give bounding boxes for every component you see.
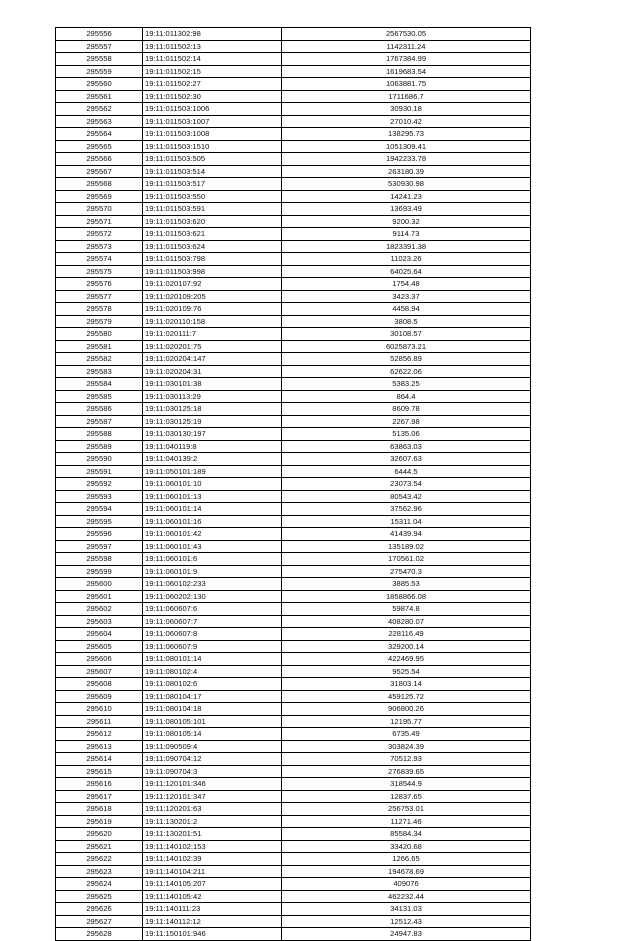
table-row [56, 65, 531, 78]
row-number-cell: 295583 [56, 365, 143, 378]
row-number-cell: 295561 [56, 90, 143, 103]
table-row [56, 840, 531, 853]
value-cell: 13693.49 [282, 203, 531, 216]
table-row [56, 390, 531, 403]
row-number-cell: 295604 [56, 628, 143, 641]
table-row [56, 728, 531, 741]
cadastral-number-cell: 19:11:030125:18 [143, 403, 282, 416]
row-number-cell: 295562 [56, 103, 143, 116]
value-cell: 1142311.24 [282, 40, 531, 53]
cadastral-number-cell: 19:11:080102:6 [143, 678, 282, 691]
table-row [56, 753, 531, 766]
cadastral-number-cell: 19:11:140112:12 [143, 915, 282, 928]
value-cell: 228116.49 [282, 628, 531, 641]
row-number-cell: 295610 [56, 703, 143, 716]
row-number-cell: 295557 [56, 40, 143, 53]
row-number-cell: 295619 [56, 815, 143, 828]
table-row [56, 528, 531, 541]
value-cell: 409076 [282, 878, 531, 891]
value-cell: 33420.68 [282, 840, 531, 853]
row-number-cell: 295560 [56, 78, 143, 91]
row-number-cell: 295584 [56, 378, 143, 391]
cadastral-number-cell: 19:11:011502:13 [143, 40, 282, 53]
value-cell: 1823391.38 [282, 240, 531, 253]
row-number-cell: 295582 [56, 353, 143, 366]
table-body [56, 28, 531, 941]
table-row [56, 453, 531, 466]
table-row [56, 115, 531, 128]
row-number-cell: 295587 [56, 415, 143, 428]
table-row [56, 228, 531, 241]
cadastral-number-cell: 19:11:080101:14 [143, 653, 282, 666]
table-row [56, 853, 531, 866]
value-cell: 906800.26 [282, 703, 531, 716]
table-row [56, 378, 531, 391]
table-row [56, 303, 531, 316]
table-row [56, 678, 531, 691]
row-number-cell: 295598 [56, 553, 143, 566]
row-number-cell: 295574 [56, 253, 143, 266]
row-number-cell: 295606 [56, 653, 143, 666]
cadastral-number-cell: 19:11:120101:346 [143, 778, 282, 791]
table-row [56, 565, 531, 578]
value-cell: 12512.43 [282, 915, 531, 928]
cadastral-number-cell: 19:11:140104:211 [143, 865, 282, 878]
cadastral-number-cell: 19:11:140102:153 [143, 840, 282, 853]
row-number-cell: 295588 [56, 428, 143, 441]
value-cell: 303824.39 [282, 740, 531, 753]
table-row [56, 603, 531, 616]
table-row [56, 78, 531, 91]
row-number-cell: 295591 [56, 465, 143, 478]
value-cell: 1767384.99 [282, 53, 531, 66]
value-cell: 32607.63 [282, 453, 531, 466]
value-cell: 23073.54 [282, 478, 531, 491]
value-cell: 1858866.08 [282, 590, 531, 603]
table-row [56, 890, 531, 903]
row-number-cell: 295618 [56, 803, 143, 816]
cadastral-number-cell: 19:11:030125:19 [143, 415, 282, 428]
cadastral-number-cell: 19:11:080105:101 [143, 715, 282, 728]
table-row [56, 703, 531, 716]
value-cell: 6025873.21 [282, 340, 531, 353]
value-cell: 63863.03 [282, 440, 531, 453]
value-cell: 1266.65 [282, 853, 531, 866]
row-number-cell: 295564 [56, 128, 143, 141]
row-number-cell: 295569 [56, 190, 143, 203]
row-number-cell: 295567 [56, 165, 143, 178]
table-row [56, 928, 531, 941]
value-cell: 1711686.7 [282, 90, 531, 103]
cadastral-number-cell: 19:11:030101:38 [143, 378, 282, 391]
value-cell: 1754.48 [282, 278, 531, 291]
value-cell: 462232.44 [282, 890, 531, 903]
value-cell: 5135.06 [282, 428, 531, 441]
table-row [56, 590, 531, 603]
table-row [56, 365, 531, 378]
cadastral-number-cell: 19:11:011503:1006 [143, 103, 282, 116]
value-cell: 37562.96 [282, 503, 531, 516]
table-row [56, 503, 531, 516]
cadastral-number-cell: 19:11:020201:75 [143, 340, 282, 353]
value-cell: 62622.06 [282, 365, 531, 378]
cadastral-number-cell: 19:11:080104:17 [143, 690, 282, 703]
value-cell: 9200.32 [282, 215, 531, 228]
value-cell: 9525.54 [282, 665, 531, 678]
cadastral-value-table [55, 27, 531, 941]
cadastral-number-cell: 19:11:011503:517 [143, 178, 282, 191]
value-cell: 256753.01 [282, 803, 531, 816]
cadastral-number-cell: 19:11:011502:14 [143, 53, 282, 66]
cadastral-number-cell: 19:11:060607:6 [143, 603, 282, 616]
cadastral-number-cell: 19:11:140102:39 [143, 853, 282, 866]
value-cell: 80543.42 [282, 490, 531, 503]
cadastral-number-cell: 19:11:060101:9 [143, 565, 282, 578]
row-number-cell: 295623 [56, 865, 143, 878]
table-row [56, 915, 531, 928]
row-number-cell: 295625 [56, 890, 143, 903]
value-cell: 3423.37 [282, 290, 531, 303]
row-number-cell: 295603 [56, 615, 143, 628]
cadastral-number-cell: 19:11:011503:1008 [143, 128, 282, 141]
row-number-cell: 295578 [56, 303, 143, 316]
table-row [56, 178, 531, 191]
value-cell: 329200.14 [282, 640, 531, 653]
cadastral-number-cell: 19:11:120201:63 [143, 803, 282, 816]
table-row [56, 540, 531, 553]
cadastral-number-cell: 19:11:020109:76 [143, 303, 282, 316]
cadastral-number-cell: 19:11:130201:51 [143, 828, 282, 841]
cadastral-number-cell: 19:11:060202:130 [143, 590, 282, 603]
row-number-cell: 295577 [56, 290, 143, 303]
value-cell: 422469.95 [282, 653, 531, 666]
table-row [56, 165, 531, 178]
table-row [56, 403, 531, 416]
value-cell: 3808.5 [282, 315, 531, 328]
cadastral-number-cell: 19:11:060607:7 [143, 615, 282, 628]
table-row [56, 640, 531, 653]
table-row [56, 353, 531, 366]
table-row [56, 153, 531, 166]
cadastral-number-cell: 19:11:011503:798 [143, 253, 282, 266]
row-number-cell: 295570 [56, 203, 143, 216]
table-row [56, 878, 531, 891]
table-row [56, 90, 531, 103]
table-row [56, 340, 531, 353]
value-cell: 2267.98 [282, 415, 531, 428]
table-row [56, 28, 531, 41]
cadastral-number-cell: 19:11:011502:15 [143, 65, 282, 78]
table-row [56, 415, 531, 428]
cadastral-number-cell: 19:11:011503:505 [143, 153, 282, 166]
table-row [56, 478, 531, 491]
value-cell: 459125.72 [282, 690, 531, 703]
cadastral-number-cell: 19:11:090704:3 [143, 765, 282, 778]
row-number-cell: 295592 [56, 478, 143, 491]
cadastral-number-cell: 19:11:020204:31 [143, 365, 282, 378]
cadastral-number-cell: 19:11:011302:98 [143, 28, 282, 41]
cadastral-number-cell: 19:11:040119:8 [143, 440, 282, 453]
row-number-cell: 295616 [56, 778, 143, 791]
value-cell: 30108.57 [282, 328, 531, 341]
cadastral-number-cell: 19:11:090509:4 [143, 740, 282, 753]
cadastral-number-cell: 19:11:080102:4 [143, 665, 282, 678]
table-row [56, 240, 531, 253]
cadastral-number-cell: 19:11:060101:43 [143, 540, 282, 553]
table-row [56, 140, 531, 153]
row-number-cell: 295573 [56, 240, 143, 253]
row-number-cell: 295579 [56, 315, 143, 328]
value-cell: 64025.64 [282, 265, 531, 278]
table-row [56, 328, 531, 341]
row-number-cell: 295599 [56, 565, 143, 578]
cadastral-number-cell: 19:11:150101:946 [143, 928, 282, 941]
table-row [56, 215, 531, 228]
value-cell: 8609.78 [282, 403, 531, 416]
row-number-cell: 295627 [56, 915, 143, 928]
value-cell: 275470.3 [282, 565, 531, 578]
table-row [56, 903, 531, 916]
row-number-cell: 295602 [56, 603, 143, 616]
row-number-cell: 295581 [56, 340, 143, 353]
value-cell: 530930.98 [282, 178, 531, 191]
table-row [56, 553, 531, 566]
table-row [56, 715, 531, 728]
row-number-cell: 295601 [56, 590, 143, 603]
row-number-cell: 295628 [56, 928, 143, 941]
table-row [56, 815, 531, 828]
cadastral-number-cell: 19:11:080104:18 [143, 703, 282, 716]
cadastral-number-cell: 19:11:030113:29 [143, 390, 282, 403]
table-row [56, 790, 531, 803]
value-cell: 59874.8 [282, 603, 531, 616]
cadastral-number-cell: 19:11:060102:233 [143, 578, 282, 591]
cadastral-number-cell: 19:11:090704:12 [143, 753, 282, 766]
value-cell: 5383.25 [282, 378, 531, 391]
cadastral-number-cell: 19:11:140111:23 [143, 903, 282, 916]
row-number-cell: 295624 [56, 878, 143, 891]
table-row [56, 40, 531, 53]
cadastral-number-cell: 19:11:060101:13 [143, 490, 282, 503]
value-cell: 11271.46 [282, 815, 531, 828]
cadastral-number-cell: 19:11:050101:189 [143, 465, 282, 478]
cadastral-number-cell: 19:11:060607:9 [143, 640, 282, 653]
cadastral-number-cell: 19:11:020107:92 [143, 278, 282, 291]
row-number-cell: 295614 [56, 753, 143, 766]
cadastral-number-cell: 19:11:130201:2 [143, 815, 282, 828]
row-number-cell: 295575 [56, 265, 143, 278]
value-cell: 34131.03 [282, 903, 531, 916]
row-number-cell: 295558 [56, 53, 143, 66]
table-row [56, 53, 531, 66]
table-row [56, 103, 531, 116]
row-number-cell: 295572 [56, 228, 143, 241]
table-row [56, 665, 531, 678]
cadastral-number-cell: 19:11:020111:7 [143, 328, 282, 341]
cadastral-number-cell: 19:11:011503:591 [143, 203, 282, 216]
row-number-cell: 295571 [56, 215, 143, 228]
value-cell: 14241.23 [282, 190, 531, 203]
value-cell: 15311.04 [282, 515, 531, 528]
value-cell: 9114.73 [282, 228, 531, 241]
row-number-cell: 295597 [56, 540, 143, 553]
value-cell: 318544.9 [282, 778, 531, 791]
row-number-cell: 295621 [56, 840, 143, 853]
value-cell: 27010.42 [282, 115, 531, 128]
table-row [56, 615, 531, 628]
row-number-cell: 295556 [56, 28, 143, 41]
table-row [56, 628, 531, 641]
row-number-cell: 295611 [56, 715, 143, 728]
cadastral-number-cell: 19:11:060101:42 [143, 528, 282, 541]
value-cell: 864.4 [282, 390, 531, 403]
cadastral-number-cell: 19:11:120101:347 [143, 790, 282, 803]
cadastral-number-cell: 19:11:060101:14 [143, 503, 282, 516]
table-row [56, 828, 531, 841]
value-cell: 276839.65 [282, 765, 531, 778]
table-row [56, 190, 531, 203]
cadastral-number-cell: 19:11:080105:14 [143, 728, 282, 741]
row-number-cell: 295576 [56, 278, 143, 291]
table-row [56, 765, 531, 778]
cadastral-number-cell: 19:11:060101:6 [143, 553, 282, 566]
cadastral-number-cell: 19:11:011503:624 [143, 240, 282, 253]
cadastral-number-cell: 19:11:020109:205 [143, 290, 282, 303]
cadastral-number-cell: 19:11:011503:1007 [143, 115, 282, 128]
row-number-cell: 295594 [56, 503, 143, 516]
value-cell: 263180.39 [282, 165, 531, 178]
cadastral-number-cell: 19:11:011503:550 [143, 190, 282, 203]
table-row [56, 315, 531, 328]
cadastral-number-cell: 19:11:020110:158 [143, 315, 282, 328]
cadastral-number-cell: 19:11:060101:16 [143, 515, 282, 528]
value-cell: 194678.69 [282, 865, 531, 878]
row-number-cell: 295617 [56, 790, 143, 803]
cadastral-number-cell: 19:11:060607:8 [143, 628, 282, 641]
row-number-cell: 295607 [56, 665, 143, 678]
cadastral-number-cell: 19:11:011503:1510 [143, 140, 282, 153]
table-row [56, 428, 531, 441]
row-number-cell: 295589 [56, 440, 143, 453]
table-row [56, 128, 531, 141]
value-cell: 12837.65 [282, 790, 531, 803]
table-row [56, 278, 531, 291]
cadastral-number-cell: 19:11:060101:10 [143, 478, 282, 491]
row-number-cell: 295568 [56, 178, 143, 191]
table-row [56, 803, 531, 816]
row-number-cell: 295626 [56, 903, 143, 916]
row-number-cell: 295605 [56, 640, 143, 653]
cadastral-number-cell: 19:11:011502:30 [143, 90, 282, 103]
row-number-cell: 295586 [56, 403, 143, 416]
cadastral-number-cell: 19:11:011503:514 [143, 165, 282, 178]
value-cell: 41439.94 [282, 528, 531, 541]
value-cell: 11023.26 [282, 253, 531, 266]
row-number-cell: 295608 [56, 678, 143, 691]
value-cell: 6735.49 [282, 728, 531, 741]
value-cell: 4458.94 [282, 303, 531, 316]
cadastral-number-cell: 19:11:011503:620 [143, 215, 282, 228]
cadastral-number-cell: 19:11:011502:27 [143, 78, 282, 91]
table-row [56, 778, 531, 791]
row-number-cell: 295595 [56, 515, 143, 528]
value-cell: 138295.73 [282, 128, 531, 141]
row-number-cell: 295609 [56, 690, 143, 703]
value-cell: 1942233.78 [282, 153, 531, 166]
value-cell: 2567530.05 [282, 28, 531, 41]
value-cell: 170561.02 [282, 553, 531, 566]
cadastral-number-cell: 19:11:011503:621 [143, 228, 282, 241]
row-number-cell: 295600 [56, 578, 143, 591]
row-number-cell: 295615 [56, 765, 143, 778]
value-cell: 6444.5 [282, 465, 531, 478]
row-number-cell: 295590 [56, 453, 143, 466]
cadastral-number-cell: 19:11:140105:207 [143, 878, 282, 891]
row-number-cell: 295580 [56, 328, 143, 341]
table-row [56, 653, 531, 666]
value-cell: 52856.89 [282, 353, 531, 366]
value-cell: 3885.53 [282, 578, 531, 591]
row-number-cell: 295620 [56, 828, 143, 841]
row-number-cell: 295613 [56, 740, 143, 753]
table-row [56, 865, 531, 878]
table-row [56, 203, 531, 216]
row-number-cell: 295596 [56, 528, 143, 541]
value-cell: 1063881.75 [282, 78, 531, 91]
cadastral-number-cell: 19:11:040139:2 [143, 453, 282, 466]
row-number-cell: 295566 [56, 153, 143, 166]
value-cell: 85584.34 [282, 828, 531, 841]
table-row [56, 265, 531, 278]
value-cell: 135189.02 [282, 540, 531, 553]
table-row [56, 290, 531, 303]
value-cell: 70512.93 [282, 753, 531, 766]
row-number-cell: 295559 [56, 65, 143, 78]
value-cell: 408280.07 [282, 615, 531, 628]
table-row [56, 690, 531, 703]
table-row [56, 578, 531, 591]
value-cell: 1051309.41 [282, 140, 531, 153]
table-row [56, 465, 531, 478]
cadastral-number-cell: 19:11:140105:42 [143, 890, 282, 903]
table-row [56, 515, 531, 528]
row-number-cell: 295585 [56, 390, 143, 403]
cadastral-number-cell: 19:11:030130:197 [143, 428, 282, 441]
table-row [56, 490, 531, 503]
cadastral-number-cell: 19:11:011503:998 [143, 265, 282, 278]
value-cell: 24947.83 [282, 928, 531, 941]
table-row [56, 253, 531, 266]
table-row [56, 740, 531, 753]
value-cell: 31803.14 [282, 678, 531, 691]
row-number-cell: 295563 [56, 115, 143, 128]
row-number-cell: 295612 [56, 728, 143, 741]
cadastral-number-cell: 19:11:020204:147 [143, 353, 282, 366]
value-cell: 1619683.54 [282, 65, 531, 78]
row-number-cell: 295565 [56, 140, 143, 153]
table-row [56, 440, 531, 453]
value-cell: 12195.77 [282, 715, 531, 728]
row-number-cell: 295593 [56, 490, 143, 503]
value-cell: 30930.18 [282, 103, 531, 116]
row-number-cell: 295622 [56, 853, 143, 866]
